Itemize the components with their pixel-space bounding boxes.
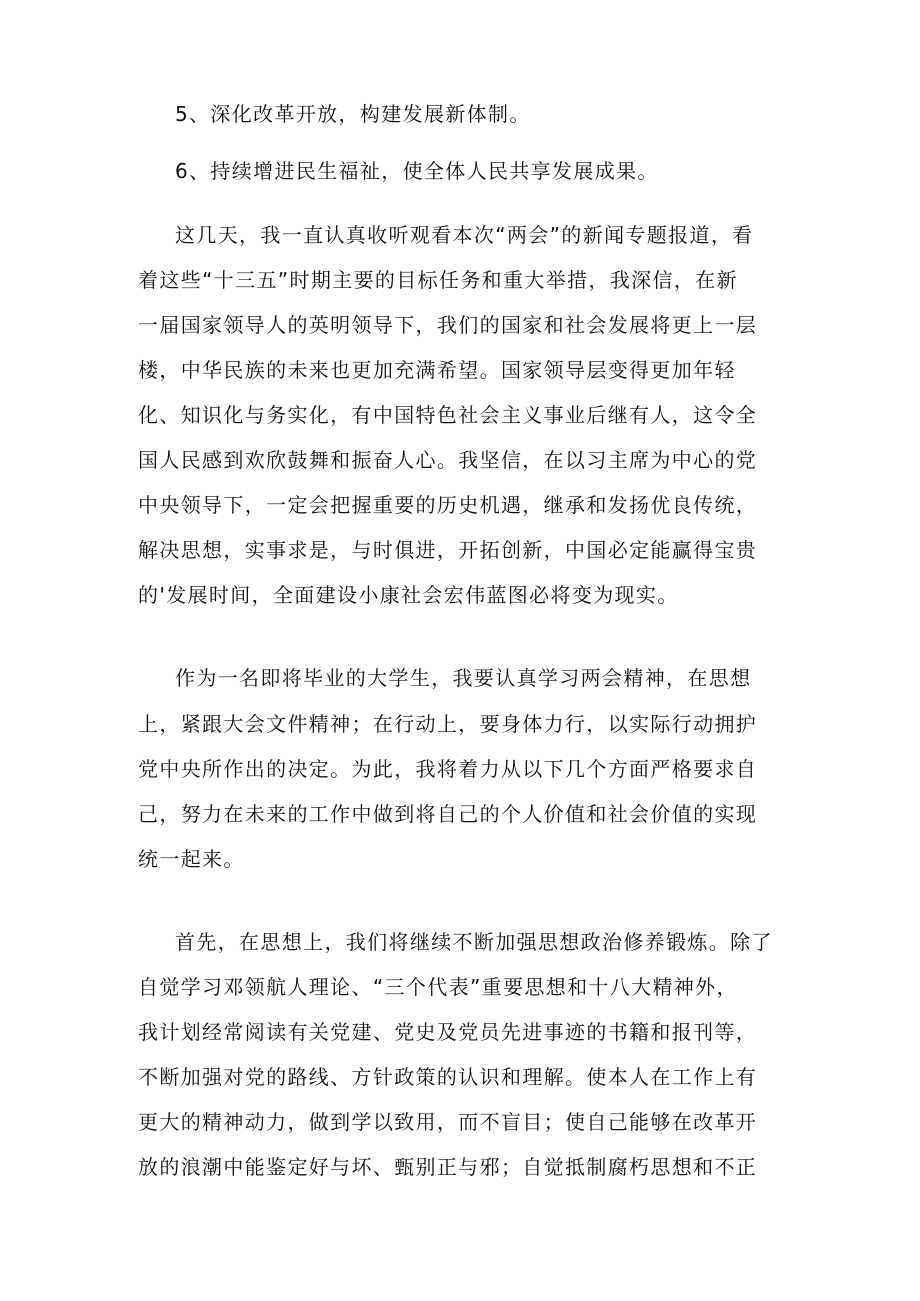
paragraph-1-line-6: 国人民感到欢欣鼓舞和振奋人心。我坚信，在以习主席为中心的党 [138, 448, 758, 472]
paragraph-2-line-3: 党中央所作出的决定。为此，我将着力从以下几个方面严格要求自 [138, 757, 758, 781]
paragraph-2-line-1: 作为一名即将毕业的大学生，我要认真学习两会精神，在思想 [175, 666, 752, 690]
paragraph-2-line-5: 统一起来。 [138, 847, 245, 871]
paragraph-2-line-2: 上，紧跟大会文件精神；在行动上，要身体力行，以实际行动拥护 [138, 712, 758, 736]
paragraph-1-line-7: 中央领导下，一定会把握重要的历史机遇，继承和发扬优良传统， [138, 493, 758, 517]
list-item-6: 6、持续增进民生福祉，使全体人民共享发展成果。 [175, 159, 659, 183]
paragraph-1-line-1: 这几天，我一直认真收听观看本次“两会”的新闻专题报道，看 [175, 223, 754, 247]
list-item-5: 5、深化改革开放，构建发展新体制。 [175, 102, 531, 126]
paragraph-1-line-5: 化、知识化与务实化，有中国特色社会主义事业后继有人，这令全 [138, 403, 758, 427]
paragraph-2-line-4: 己，努力在未来的工作中做到将自己的个人价值和社会价值的实现 [138, 802, 758, 826]
paragraph-1-line-2: 着这些“十三五”时期主要的目标任务和重大举措，我深信，在新 [138, 268, 738, 292]
paragraph-1-line-4: 楼，中华民族的未来也更加充满希望。国家领导层变得更加年轻 [138, 358, 736, 382]
paragraph-3-line-2: 自觉学习邓领航人理论、“三个代表”重要思想和十八大精神外， [138, 975, 738, 999]
paragraph-1-line-8: 解决思想，实事求是，与时俱进，开拓创新，中国必定能赢得宝贵 [138, 538, 758, 562]
paragraph-3-line-6: 放的浪潮中能鉴定好与坏、甄别正与邪；自觉抵制腐朽思想和不正 [138, 1155, 758, 1179]
paragraph-3-line-5: 更大的精神动力，做到学以致用，而不盲目；使自己能够在改革开 [138, 1110, 758, 1134]
paragraph-3-line-1: 首先，在思想上，我们将继续不断加强思想政治修养锻炼。除了 [175, 930, 773, 954]
paragraph-1-line-9: 的'发展时间，全面建设小康社会宏伟蓝图必将变为现实。 [138, 583, 679, 607]
paragraph-1-line-3: 一届国家领导人的英明领导下，我们的国家和社会发展将更上一层 [138, 313, 758, 337]
paragraph-3-line-4: 不断加强对党的路线、方针政策的认识和理解。使本人在工作上有 [138, 1065, 758, 1089]
paragraph-3-line-3: 我计划经常阅读有关党建、党史及党员先进事迹的书籍和报刊等， [138, 1020, 758, 1044]
